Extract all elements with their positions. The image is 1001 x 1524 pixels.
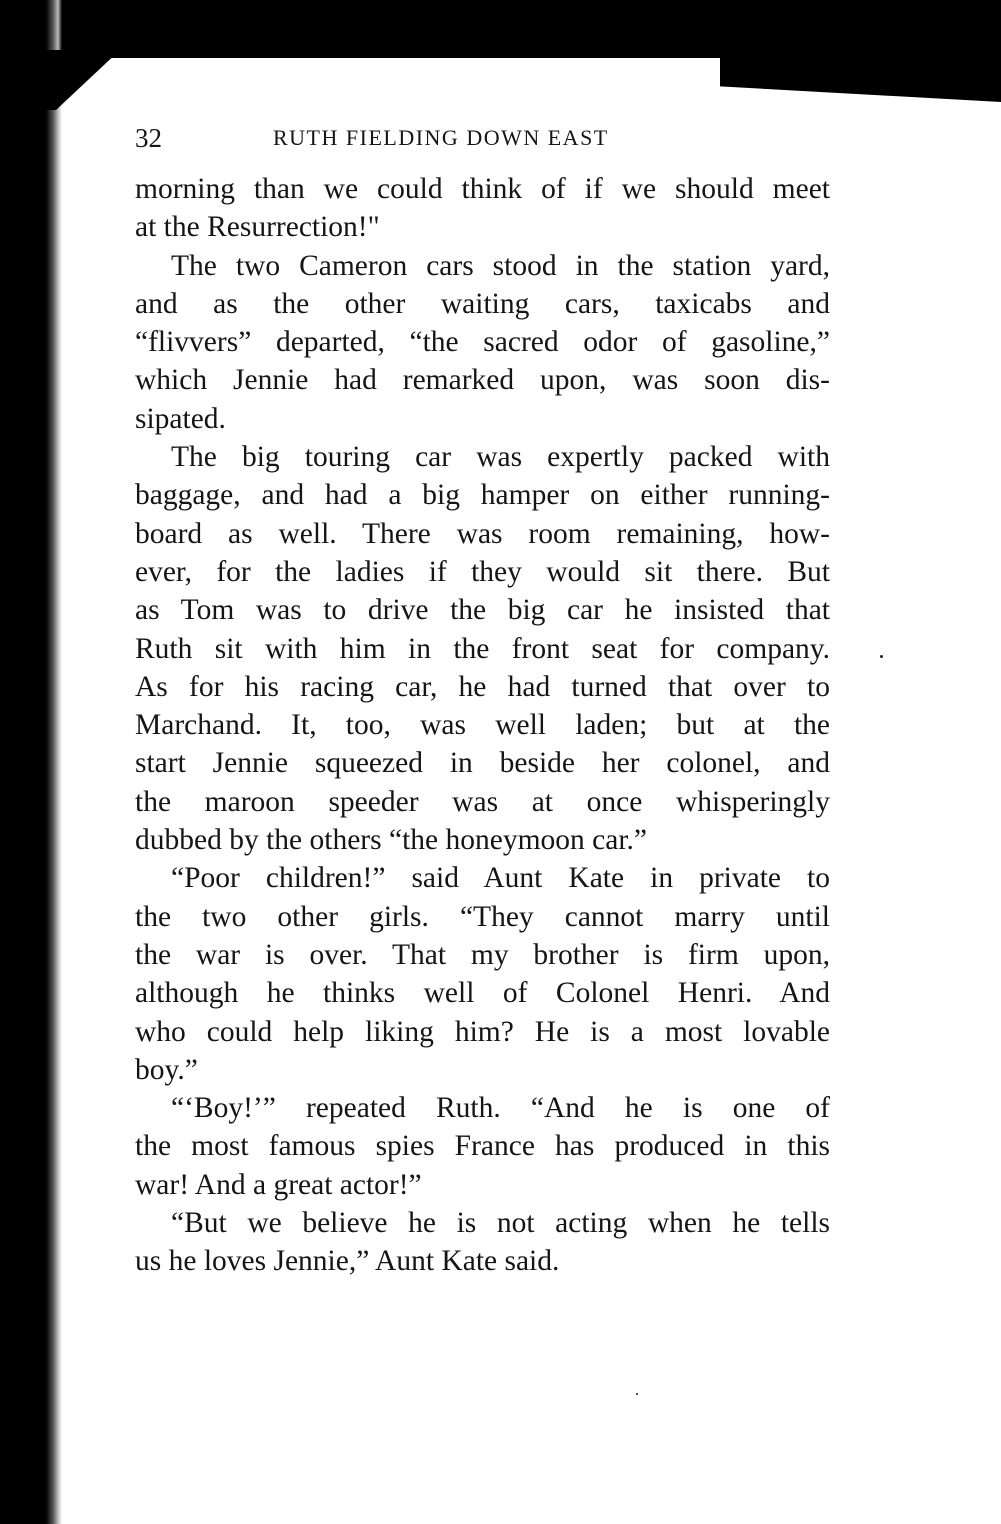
- text-line: boy.”: [135, 1053, 198, 1086]
- body-text: [135, 170, 830, 1281]
- running-head: [135, 118, 695, 158]
- running-title: RUTH FIELDING DOWN EAST: [273, 125, 609, 150]
- text-line: and as the other waiting cars, taxicabs and: [135, 287, 830, 320]
- text-line: As for his racing car, he had turned that over to: [135, 670, 830, 703]
- text-line: morning than we could think of if we should meet: [135, 173, 830, 205]
- scan-border-top-right: [720, 50, 1001, 102]
- text-line: The big touring car was expertly packed with: [171, 441, 830, 474]
- text-line: us he loves Jennie,” Aunt Kate said.: [135, 1245, 560, 1278]
- text-line: The two Cameron cars stood in the station yard,: [171, 249, 830, 282]
- text-line: ever, for the ladies if they would sit there. But: [135, 555, 830, 588]
- scan-border-top: [0, 0, 1001, 58]
- text-line: which Jennie had remarked upon, was soon dis-: [135, 364, 830, 397]
- text-line: who could help liking him? He is a most lovable: [135, 1015, 830, 1048]
- scan-speck: [880, 655, 883, 658]
- scan-border-left: [0, 0, 62, 1524]
- text-line: start Jennie squeezed in beside her colonel, and: [135, 747, 830, 780]
- text-line: Marchand. It, too, was well laden; but at the: [135, 709, 830, 742]
- text-line: board as well. There was room remaining, how-: [135, 517, 830, 550]
- text-line: “But we believe he is not acting when he tells: [171, 1207, 830, 1240]
- text-line: the most famous spies France has produced in this: [135, 1130, 830, 1163]
- text-line: “Poor children!” said Aunt Kate in private to: [171, 862, 830, 895]
- text-line: the war is over. That my brother is firm upon,: [135, 938, 830, 971]
- text-line: the two other girls. “They cannot marry until: [135, 900, 830, 933]
- text-line: baggage, and had a big hamper on either running-: [135, 479, 830, 512]
- text-line: the maroon speeder was at once whisperingly: [135, 785, 830, 818]
- text-line: as Tom was to drive the big car he insisted that: [135, 594, 830, 627]
- text-line: Ruth sit with him in the front seat for company.: [135, 632, 830, 665]
- text-line: although he thinks well of Colonel Henri. And: [135, 977, 830, 1010]
- text-line: “flivvers” departed, “the sacred odor of gasoline,”: [135, 326, 830, 359]
- scan-speck: [636, 1393, 638, 1395]
- text-line: sipated.: [135, 402, 226, 435]
- text-line: “‘Boy!’” repeated Ruth. “And he is one of: [171, 1092, 830, 1125]
- page-number: 32: [135, 123, 162, 153]
- text-line: dubbed by the others “the honeymoon car.”: [135, 824, 648, 857]
- text-line: war! And a great actor!”: [135, 1168, 422, 1201]
- text-line: at the Resurrection!": [135, 211, 380, 244]
- scan-border-corner: [40, 50, 120, 110]
